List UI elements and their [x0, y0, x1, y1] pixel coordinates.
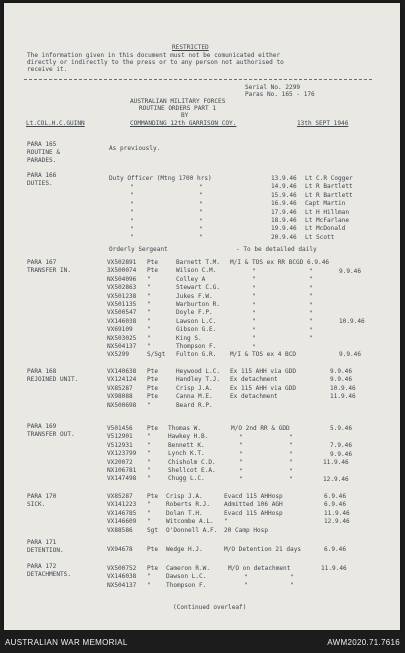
list-item [230, 402, 296, 410]
list-item: Stewart C.G. [176, 284, 221, 292]
list-item: Lt R Bartlett [305, 183, 353, 191]
list-item: 18.9.46 [271, 217, 297, 225]
list-item: VX146038 [107, 573, 137, 581]
list-item: Admitted 106 AGH [224, 501, 283, 509]
transfer-in-date: 10.9.46 [339, 318, 365, 325]
para-169-title: TRANSFER OUT. [27, 431, 75, 438]
list-item: VX140638 [107, 368, 137, 375]
list-item: Jukes F.W. [176, 292, 213, 300]
transfer-out-names [168, 425, 216, 484]
list-item: VX146785 [107, 509, 137, 517]
list-item: " [147, 509, 151, 517]
footer-accession: AWM2020.71.7616 [327, 638, 400, 647]
restricted-heading: RESTRICTED [172, 44, 209, 51]
list-item: Beard R.P. [176, 401, 213, 409]
list-item: " [147, 501, 151, 509]
ditto-marks: " " [244, 574, 248, 590]
list-item: " [147, 433, 151, 441]
transfer-in-date: 9.9.46 [339, 351, 362, 358]
list-item: VX146038 [107, 317, 137, 325]
detachment-numbers [107, 565, 136, 590]
list-item: Colley A [176, 275, 206, 283]
list-item: " [147, 467, 151, 475]
list-item: 6.9.46 [324, 493, 347, 500]
list-item: Ex detachment [230, 393, 278, 401]
list-item: " [147, 334, 151, 342]
list-item: VX501135 [107, 301, 137, 309]
list-item: Sgt [147, 526, 159, 534]
list-item: Heywood L.C. [176, 368, 221, 375]
transfer-out-ranks [147, 425, 158, 484]
list-item: Pte [147, 425, 159, 432]
list-item: 6.9.46 [324, 501, 347, 509]
transfer-in-ranks [147, 259, 165, 360]
duty-officer-lead: Duty Officer (Mtng 1700 hrs) [109, 175, 212, 182]
list-item: VX123799 [107, 450, 137, 458]
detention-rank: Pte [147, 546, 159, 553]
list-item: Chugg L.C. [168, 475, 205, 483]
list-item: Lt R Bartlett [305, 191, 353, 199]
list-item: Fulton G.R. [176, 351, 217, 359]
ditto-marks: " " [290, 574, 294, 590]
list-item: VX502891 [107, 259, 137, 266]
transfer-in-names [176, 259, 220, 360]
list-item: Chisholm C.D. [168, 458, 216, 466]
detention-date: 6.9.46 [324, 546, 347, 553]
list-item: Pte [147, 393, 159, 401]
sick-names [166, 493, 217, 535]
list-item: VX500547 [107, 309, 137, 317]
list-item: VX88586 [107, 526, 133, 534]
list-item: Pte [147, 368, 159, 375]
list-item: Cameron R.W. [166, 565, 211, 572]
list-item: Pte [147, 259, 159, 266]
list-item: O'Donnell A.F. [166, 526, 218, 534]
list-item: VX69109 [107, 326, 133, 334]
notice-line-3: receive it. [27, 66, 68, 73]
transfer-in-note-last: M/I & TOS ex 4 BCD [230, 351, 297, 358]
detachment-date: 11.9.46 [321, 565, 347, 572]
transfer-out-date: 5.9.46 [330, 425, 353, 432]
list-item: V512931 [107, 441, 133, 449]
list-item: Bennett K. [168, 441, 205, 449]
transfer-out-date: 11.9.46 [323, 459, 349, 466]
list-item: Ex 115 AHH via GDD [230, 368, 297, 375]
para-172-label: PARA 172 [27, 563, 57, 570]
ditto-marks: " " " " " " " " " " [252, 268, 256, 351]
para-168-label: PARA 168 [27, 368, 57, 375]
list-item: Lt McDonald [305, 225, 346, 233]
detachment-names [166, 565, 210, 590]
list-item: VX20072 [107, 458, 133, 466]
para-166-label: PARA 166 [27, 172, 57, 179]
para-167-label: PARA 167 [27, 259, 57, 266]
list-item: " [147, 301, 151, 309]
list-item: " [147, 309, 151, 317]
order-date: 13th SEPT 1946 [297, 120, 349, 127]
sick-dates [324, 493, 350, 527]
list-item: " [147, 326, 151, 334]
list-item: 20.9.46 [271, 233, 297, 241]
list-item: 11.9.46 [324, 509, 350, 517]
transfer-out-date: 7.9.46 [330, 442, 353, 449]
detention-name: Wedge H.J. [166, 546, 203, 553]
list-item: " [147, 292, 151, 300]
transfer-in-date: 9.9.46 [339, 268, 362, 275]
transfer-out-date: 9.9.46 [330, 451, 353, 458]
list-item: Ex 115 AHH via GDD [230, 384, 297, 392]
orders-title: ROUTINE ORDERS PART 1 [139, 105, 217, 112]
list-item: Pte [147, 565, 159, 572]
by-line: BY [181, 112, 189, 119]
list-item: 20 Camp Hosp [224, 526, 269, 534]
list-item: VX147498 [107, 475, 137, 483]
rejoined-notes [230, 368, 296, 410]
list-item: V512901 [107, 433, 133, 441]
list-item: 9.9.46 [330, 376, 353, 384]
ditto-marks: " " " " " " " [199, 184, 203, 242]
list-item: Capt Martin [305, 200, 346, 208]
para-169-label: PARA 169 [27, 423, 57, 430]
orderly-sergeant-note: - To be detailed daily [236, 246, 317, 253]
rejoined-dates [330, 368, 356, 402]
list-item: Lynch K.T. [168, 450, 205, 458]
list-item: VX141223 [107, 501, 137, 509]
commanding-officer: Lt.COL.H.C.GUINN [26, 120, 85, 127]
list-item: 3X500074 [107, 267, 137, 275]
transfer-out-date: 12.9.46 [323, 476, 349, 483]
list-item: VX98088 [107, 393, 133, 401]
para-165-label: PARA 165 [27, 141, 57, 148]
list-item: NX106781 [107, 467, 137, 475]
list-item: VX85287 [107, 493, 133, 500]
list-item: 17.9.46 [271, 208, 297, 216]
list-item: " [147, 284, 151, 292]
list-item: 19.9.46 [271, 225, 297, 233]
list-item: Ex detachment [230, 376, 278, 384]
list-item: 11.9.46 [330, 393, 356, 401]
list-item: Lawson L.C. [176, 317, 217, 325]
list-item: 15.9.46 [271, 191, 297, 199]
list-item: " [147, 475, 151, 483]
list-item: Thompson F. [166, 581, 207, 589]
list-item: " [147, 275, 151, 283]
list-item: NX500698 [107, 401, 137, 409]
list-item: Canna M.E. [176, 393, 213, 401]
detachment-ranks [147, 565, 158, 590]
list-item: 16.9.46 [271, 200, 297, 208]
sick-notes [224, 493, 283, 535]
list-item: " [147, 317, 151, 325]
list-item: Lt H Hillman [305, 208, 350, 216]
notice-line-2: directly or indirectly to the press or to any person not authorised to [27, 59, 284, 66]
serial-number: Serial No. 2299 [245, 84, 301, 91]
footer-institution: AUSTRALIAN WAR MEMORIAL [5, 638, 128, 647]
list-item: Crisp J.A. [176, 384, 213, 392]
sick-numbers [107, 493, 136, 535]
list-item: Evacd 115 AHHosp [224, 493, 283, 500]
list-item: Pte [147, 384, 159, 392]
list-item: Crisp J.A. [166, 493, 203, 500]
list-item: Lt C.R Cogger [305, 175, 353, 182]
continued-overleaf: (Continued overleaf) [173, 604, 247, 611]
list-item: Lt McFarlane [305, 217, 350, 225]
list-item: 12.9.46 [324, 518, 350, 526]
para-168-title: REJOINED UNIT. [27, 376, 79, 383]
list-item: King S. [176, 334, 202, 342]
list-item: Wilson C.M. [176, 267, 217, 275]
list-item: " [147, 573, 151, 581]
sick-ranks [147, 493, 158, 535]
list-item: " [147, 441, 151, 449]
list-item: 10.9.46 [330, 384, 356, 392]
ditto-marks: " " " " " " " [130, 184, 134, 242]
list-item: " [147, 518, 151, 526]
force-title: AUSTRALIAN MILITARY FORCES [130, 98, 226, 105]
transfer-in-numbers [107, 259, 136, 360]
list-item: Doyle F.P. [176, 309, 213, 317]
list-item: VX124124 [107, 376, 137, 384]
list-item: Witcombe A.L. [166, 518, 214, 526]
header-divider [24, 79, 372, 80]
rejoined-numbers [107, 368, 136, 410]
list-item: 9.9.46 [330, 368, 353, 375]
list-item: VX85287 [107, 384, 133, 392]
list-item: VX146609 [107, 518, 137, 526]
list-item: " [224, 518, 228, 526]
list-item: Warburton R. [176, 301, 221, 309]
para-171-label: PARA 171 [27, 539, 57, 546]
list-item: Gibson G.E. [176, 326, 217, 334]
command-title: COMMANDING 12th GARRISON COY. [130, 120, 237, 127]
list-item: 13.9.46 [271, 175, 297, 182]
para-167-title: TRANSFER IN. [27, 267, 72, 274]
para-171-title: DETENTION. [27, 547, 64, 554]
list-item: Barnett T.M. [176, 259, 221, 266]
detention-number: VX94678 [107, 546, 133, 553]
para-170-title: SICK. [27, 501, 46, 508]
list-item: VX500752 [107, 565, 137, 572]
list-item: Pte [147, 267, 159, 275]
duty-dates [271, 175, 297, 242]
list-item: " [147, 450, 151, 458]
list-item: Pte [147, 376, 159, 384]
notice-line-1: The information given in this document must not be comunicated either [27, 52, 281, 59]
ditto-marks: " " " " " " " " " [309, 268, 313, 343]
list-item: Shellcot E.A. [168, 467, 216, 475]
list-item: Dolan T.H. [166, 509, 203, 517]
list-item: Lt Scott [305, 233, 335, 241]
archive-footer [0, 631, 405, 653]
ditto-marks: " " " " " " [239, 434, 243, 484]
list-item: " [147, 343, 151, 351]
transfer-in-note: M/I & TOS ex RR BCGD 6.9.46 [230, 259, 330, 266]
list-item: NX504137 [107, 343, 137, 351]
list-item: VX501238 [107, 292, 137, 300]
list-item: VX5299 [107, 351, 130, 359]
list-item: Handley T.J. [176, 376, 221, 384]
list-item: NX503025 [107, 334, 137, 342]
list-item: Thompson F. [176, 343, 217, 351]
para-172-title: DETACHMENTS. [27, 571, 72, 578]
duty-officers [305, 175, 353, 242]
para-165-text: As previously. [109, 145, 161, 152]
list-item: Dawson L.C. [166, 573, 207, 581]
rejoined-names [176, 368, 220, 410]
ditto-marks: " " " " " " [289, 434, 293, 484]
orderly-sergeant-label: Orderly Sergeant [109, 246, 168, 253]
para-166-title: DUTIES. [27, 180, 53, 187]
list-item: 14.9.46 [271, 183, 297, 191]
list-item: NX504096 [107, 275, 137, 283]
para-165-title: ROUTINE & PARADES. [27, 149, 61, 165]
list-item: Roberts R.J. [166, 501, 211, 509]
transfer-out-note: M/O 2nd RR & GDD [231, 425, 290, 432]
list-item: Thomas W. [168, 425, 202, 432]
list-item: S/Sgt [147, 351, 166, 359]
transfer-out-numbers [107, 425, 136, 484]
list-item: Hawkey H.B. [168, 433, 209, 441]
paras-range: Paras No. 165 - 176 [245, 91, 315, 98]
list-item: " [147, 401, 151, 409]
list-item: VX502863 [107, 284, 137, 292]
list-item: Pte [147, 493, 159, 500]
detention-note: M/O Detention 21 days [224, 546, 302, 553]
rejoined-ranks [147, 368, 158, 410]
list-item: NX504137 [107, 581, 137, 589]
list-item: V501456 [107, 425, 133, 432]
detachment-note: M/O on detachment [228, 565, 291, 572]
list-item: " [147, 458, 151, 466]
list-item: Evacd 115 AHHosp [224, 509, 283, 517]
list-item: " [147, 581, 151, 589]
para-170-label: PARA 170 [27, 493, 57, 500]
